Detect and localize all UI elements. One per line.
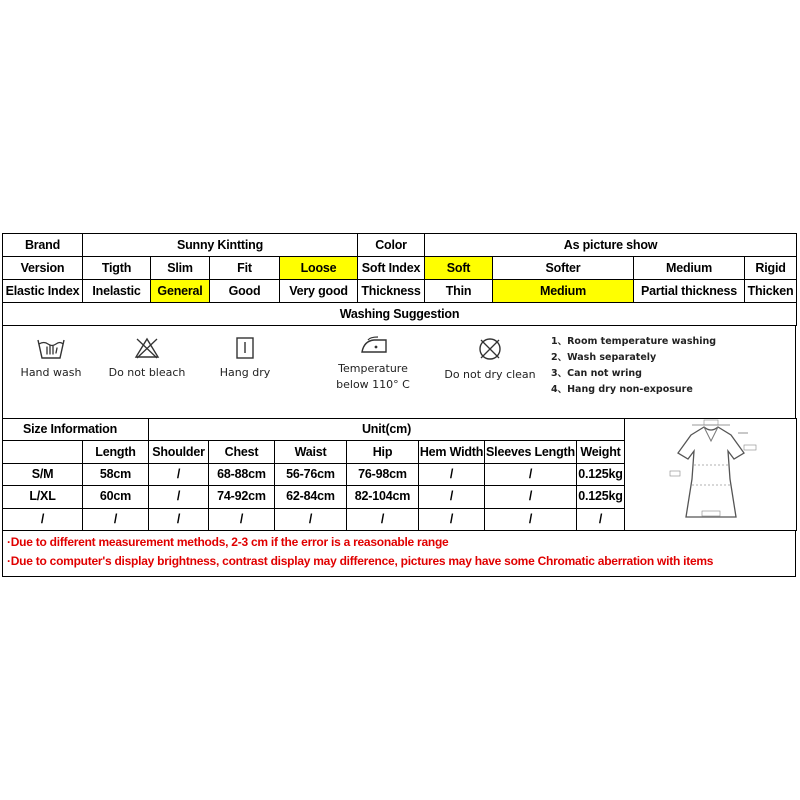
hang-dry-icon [235,336,255,360]
size-header: Shoulder [149,441,209,463]
size-header: Sleeves Length [485,441,577,463]
washing-note: 1、Room temperature washing [551,336,717,347]
version-option-selected: Loose [280,257,358,280]
hand-wash-label: Hand wash [20,366,82,379]
thickness-option-selected: Medium [493,280,634,303]
thickness-option: Thin [425,280,493,303]
size-diagram-cell [625,419,797,531]
version-option: Fit [210,257,280,280]
size-title-row [3,419,797,441]
thickness-option: Partial thickness [634,280,745,303]
version-option: Tigth [83,257,151,280]
soft-option: Medium [634,257,745,280]
do-not-bleach-item [99,336,195,379]
size-cell: 0.125kg [577,463,625,485]
iron-label: Temperature [338,362,408,375]
elastic-option: Good [210,280,280,303]
hang-dry-label: Hang dry [219,366,271,379]
elastic-row [3,280,797,303]
size-cell: / [485,463,577,485]
size-cell: / [347,508,419,530]
washing-notes [551,334,716,398]
size-cell: 76-98cm [347,463,419,485]
elastic-option: Very good [280,280,358,303]
size-cell: 82-104cm [347,486,419,508]
washing-note: 3、Can not wring [551,368,642,379]
washing-title-row [3,303,797,326]
disclaimer-color: ·Due to computer's display brightness, contrast display may difference, pictures may have some Chromatic aberration with items [7,554,714,568]
size-cell: / [577,508,625,530]
size-cell: 74-92cm [209,486,275,508]
hang-dry-item [207,336,283,379]
size-cell: 58cm [83,463,149,485]
soft-option: Rigid [745,257,797,280]
thickness-option: Thicken [745,280,797,303]
size-cell: / [275,508,347,530]
size-cell: / [209,508,275,530]
size-info-title: Size Information [3,419,149,441]
do-not-dry-clean-label: Do not dry clean [444,368,536,381]
size-header: Hip [347,441,419,463]
size-unit: Unit(cm) [149,419,625,441]
size-cell: 60cm [83,486,149,508]
size-cell: / [419,508,485,530]
size-cell: / [83,508,149,530]
version-option: Slim [151,257,210,280]
size-cell: 56-76cm [275,463,347,485]
hand-wash-item [11,336,91,379]
size-header: Length [83,441,149,463]
size-cell: / [149,463,209,485]
size-cell: / [419,463,485,485]
size-cell: / [485,486,577,508]
do-not-dry-clean-icon [477,336,503,362]
washing-title: Washing Suggestion [3,303,797,326]
size-cell: / [149,486,209,508]
color-value: As picture show [425,234,797,257]
thickness-label: Thickness [358,280,425,303]
washing-panel [2,326,796,418]
size-header: Waist [275,441,347,463]
soft-option-selected: Soft [425,257,493,280]
size-cell: 68-88cm [209,463,275,485]
soft-option: Softer [493,257,634,280]
do-not-bleach-label: Do not bleach [108,366,186,379]
do-not-bleach-icon [134,336,160,360]
elastic-option-selected: General [151,280,210,303]
size-cell: 0.125kg [577,486,625,508]
iron-item [321,336,425,391]
brand-label: Brand [3,234,83,257]
size-header: Weight [577,441,625,463]
do-not-dry-clean-item [433,336,547,381]
size-cell: S/M [3,463,83,485]
version-row [3,257,797,280]
size-table [2,418,797,531]
brand-row [3,234,797,257]
hand-wash-icon [36,336,66,360]
version-label: Version [3,257,83,280]
soft-index-label: Soft Index [358,257,425,280]
size-cell: 62-84cm [275,486,347,508]
color-label: Color [358,234,425,257]
disclaimer-notes [2,531,796,577]
disclaimer-measurement: ·Due to different measurement methods, 2-3 cm if the error is a reasonable range [7,535,449,549]
size-cell: / [3,508,83,530]
size-header: Chest [209,441,275,463]
size-cell: / [419,486,485,508]
elastic-label: Elastic Index [3,280,83,303]
size-header [3,441,83,463]
size-cell: L/XL [3,486,83,508]
washing-note: 2、Wash separately [551,352,657,363]
washing-note: 4、Hang dry non-exposure [551,384,693,395]
product-spec-sheet [2,233,796,577]
size-header: Hem Width [419,441,485,463]
attribute-table [2,233,797,326]
size-cell: / [149,508,209,530]
elastic-option: Inelastic [83,280,151,303]
size-cell: / [485,508,577,530]
iron-icon [356,336,390,356]
brand-value: Sunny Kintting [83,234,358,257]
dress-measurement-icon [636,419,786,523]
iron-temperature: below 110° C [336,378,410,391]
